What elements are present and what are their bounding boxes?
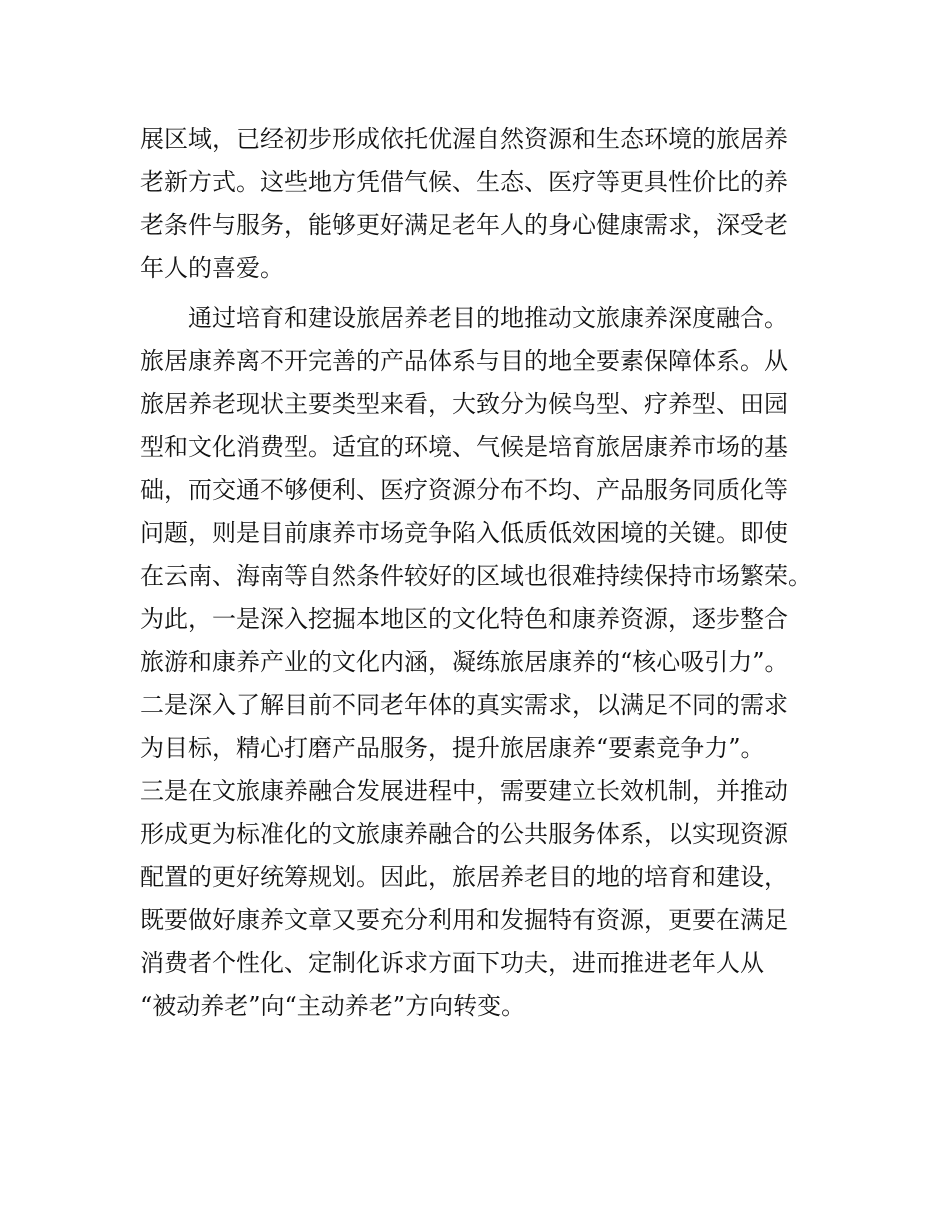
text-line: 础，而交通不够便利、医疗资源分布不均、产品服务同质化等 xyxy=(140,476,788,504)
text-line: 二是深入了解目前不同老年体的真实需求，以满足不同的需求 xyxy=(140,691,788,719)
document-body xyxy=(140,118,820,1028)
paragraph-2 xyxy=(140,297,820,1028)
text-line: 为目标，精心打磨产品服务，提升旅居康养“要素竞争力”。 xyxy=(140,734,765,762)
text-line: 形成更为标准化的文旅康养融合的公共服务体系，以实现资源 xyxy=(140,820,788,848)
text-line: 问题，则是目前康养市场竞争陷入低质低效困境的关键。即使 xyxy=(140,519,788,547)
text-line: 型和文化消费型。适宜的环境、气候是培育旅居康养市场的基 xyxy=(140,433,788,461)
text-line: 通过培育和建设旅居养老目的地推动文旅康养深度融合。 xyxy=(140,304,788,332)
text-line: 既要做好康养文章又要充分利用和发掘特有资源，更要在满足 xyxy=(140,906,788,934)
text-line: 老新方式。这些地方凭借气候、生态、医疗等更具性价比的养 xyxy=(140,168,788,196)
paragraph-1 xyxy=(140,118,820,290)
text-line: 老条件与服务，能够更好满足老年人的身心健康需求，深受老 xyxy=(140,211,788,239)
text-line: 旅居养老现状主要类型来看，大致分为候鸟型、疗养型、田园 xyxy=(140,390,788,418)
text-line: 旅居康养离不开完善的产品体系与目的地全要素保障体系。从 xyxy=(140,347,788,375)
text-line: 消费者个性化、定制化诉求方面下功夫，进而推进老年人从 xyxy=(140,949,764,977)
text-line: 展区域，已经初步形成依托优渥自然资源和生态环境的旅居养 xyxy=(140,125,788,153)
text-line: 旅游和康养产业的文化内涵，凝练旅居康养的“核心吸引力”。 xyxy=(140,648,789,676)
text-line: “被动养老”向“主动养老”方向转变。 xyxy=(140,992,526,1020)
text-line: 三是在文旅康养融合发展进程中，需要建立长效机制，并推动 xyxy=(140,777,788,805)
paragraph-spacer xyxy=(140,290,820,297)
text-line: 在云南、海南等自然条件较好的区域也很难持续保持市场繁荣。 xyxy=(140,562,812,590)
text-line: 为此，一是深入挖掘本地区的文化特色和康养资源，逐步整合 xyxy=(140,605,788,633)
text-line: 配置的更好统筹规划。因此，旅居养老目的地的培育和建设， xyxy=(140,863,788,891)
text-line: 年人的喜爱。 xyxy=(140,254,284,282)
